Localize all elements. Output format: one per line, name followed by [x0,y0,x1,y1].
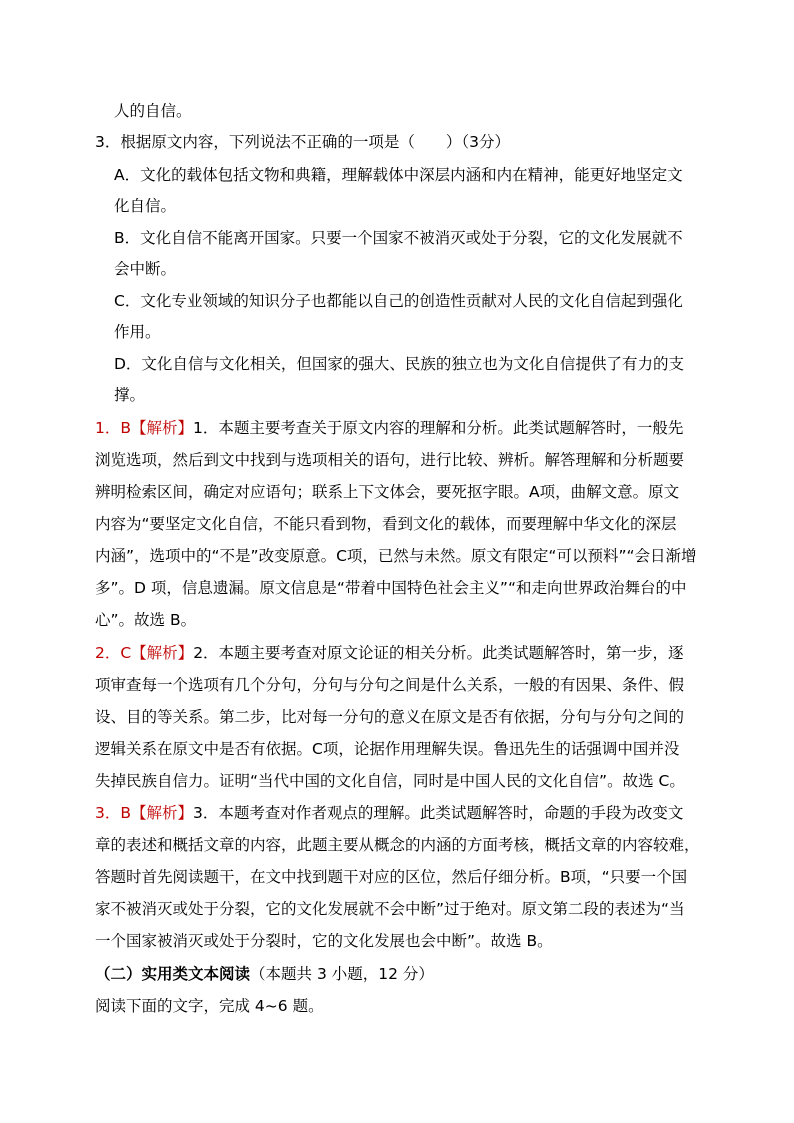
prev-text-tail: 人的自信。 [114,102,192,120]
answer-2-line [95,643,684,663]
answer-3-line [95,803,683,823]
answer-3-text: 3．本题考查对作者观点的理解。此类试题解答时，命题的手段为改变文 [193,804,684,822]
question-3-stem: 3．根据原文内容，下列说法不正确的一项是（ ）（3分） [95,133,510,151]
answer-3-line: 章的表述和概括文章的内容，此题主要从概念的内涵的方面考核，概括文章的内容较难， [95,836,700,854]
answer-1-line: 浏览选项，然后到文中找到与选项相关的语句，进行比较、辨析。解答理解和分析题要 [95,451,685,469]
answer-2-text: 2．本题主要考查对原文论证的相关分析。此类试题解答时，第一步，逐 [193,644,684,662]
option-d-line2: 撑。 [114,386,146,404]
option-a-line1: A．文化的载体包括文物和典籍，理解载体中深层内涵和内在精神，能更好地坚定文 [114,166,683,184]
option-a-line2: 化自信。 [114,197,177,215]
answer-2-line: 项审查每一个选项有几个分句，分句与分句之间是什么关系，一般的有因果、条件、假 [95,676,685,694]
section-heading-rest: （本题共 3 小题，12 分） [250,965,434,983]
answer-3-label: 3．B【解析】 [95,804,193,822]
option-b-line1: B．文化自信不能离开国家。只要一个国家不被消灭或处于分裂，它的文化发展就不 [114,229,683,247]
answer-2-line: 设、目的等关系。第二步，比对每一分句的意义在原文是否有依据，分句与分句之间的 [95,708,685,726]
answer-3-line: 答题时首先阅读题干，在文中找到题干对应的区位，然后仔细分析。B项，“只要一个国 [95,868,688,886]
option-b-line2: 会中断。 [114,260,177,278]
answer-3-line: 一个国家被消灭或处于分裂时，它的文化发展也会中断”。故选 B。 [95,932,553,950]
answer-1-line: 内涵”，选项中的“不是”改变原意。C项，已然与未然。原文有限定“可以预料”“会日渐增 [95,547,697,565]
option-c-line2: 作用。 [114,323,161,341]
answer-2-line: 逻辑关系在原文中是否有依据。C项，论据作用理解失误。鲁迅先生的话强调中国并没 [95,740,680,758]
section-instruction: 阅读下面的文字，完成 4~6 题。 [95,997,324,1015]
answer-1-line: 辨明检索区间，确定对应语句；联系上下文体会，要死抠字眼。A项，曲解文意。原文 [95,483,680,501]
answer-2-label: 2．C【解析】 [95,644,194,662]
answer-1-line [95,418,683,438]
answer-1-line: 内容为“要坚定文化自信，不能只看到物，看到文化的载体，而要理解中华文化的深层 [95,515,677,533]
option-c-line1: C．文化专业领域的知识分子也都能以自己的创造性贡献对人民的文化自信起到强化 [114,292,683,310]
option-d-line1: D．文化自信与文化相关，但国家的强大、民族的独立也为文化自信提供了有力的支 [114,355,684,373]
section-heading-bold: （二）实用类文本阅读 [95,965,251,983]
answer-1-label: 1．B【解析】 [95,419,193,437]
answer-1-text: 1．本题主要考查关于原文内容的理解和分析。此类试题解答时，一般先 [193,419,684,437]
answer-1-line: 多”。D 项，信息遗漏。原文信息是“带着中国特色社会主义”“和走向世界政治舞台的中 [95,579,687,597]
answer-3-line: 家不被消灭或处于分裂，它的文化发展就不会中断”过于绝对。原文第二段的表述为“当 [95,900,685,918]
answer-2-line: 失掉民族自信力。证明“当代中国的文化自信，同时是中国人民的文化自信”。故选 C。 [95,772,685,790]
answer-1-line: 心”。故选 B。 [95,611,197,629]
section-heading [95,964,434,984]
